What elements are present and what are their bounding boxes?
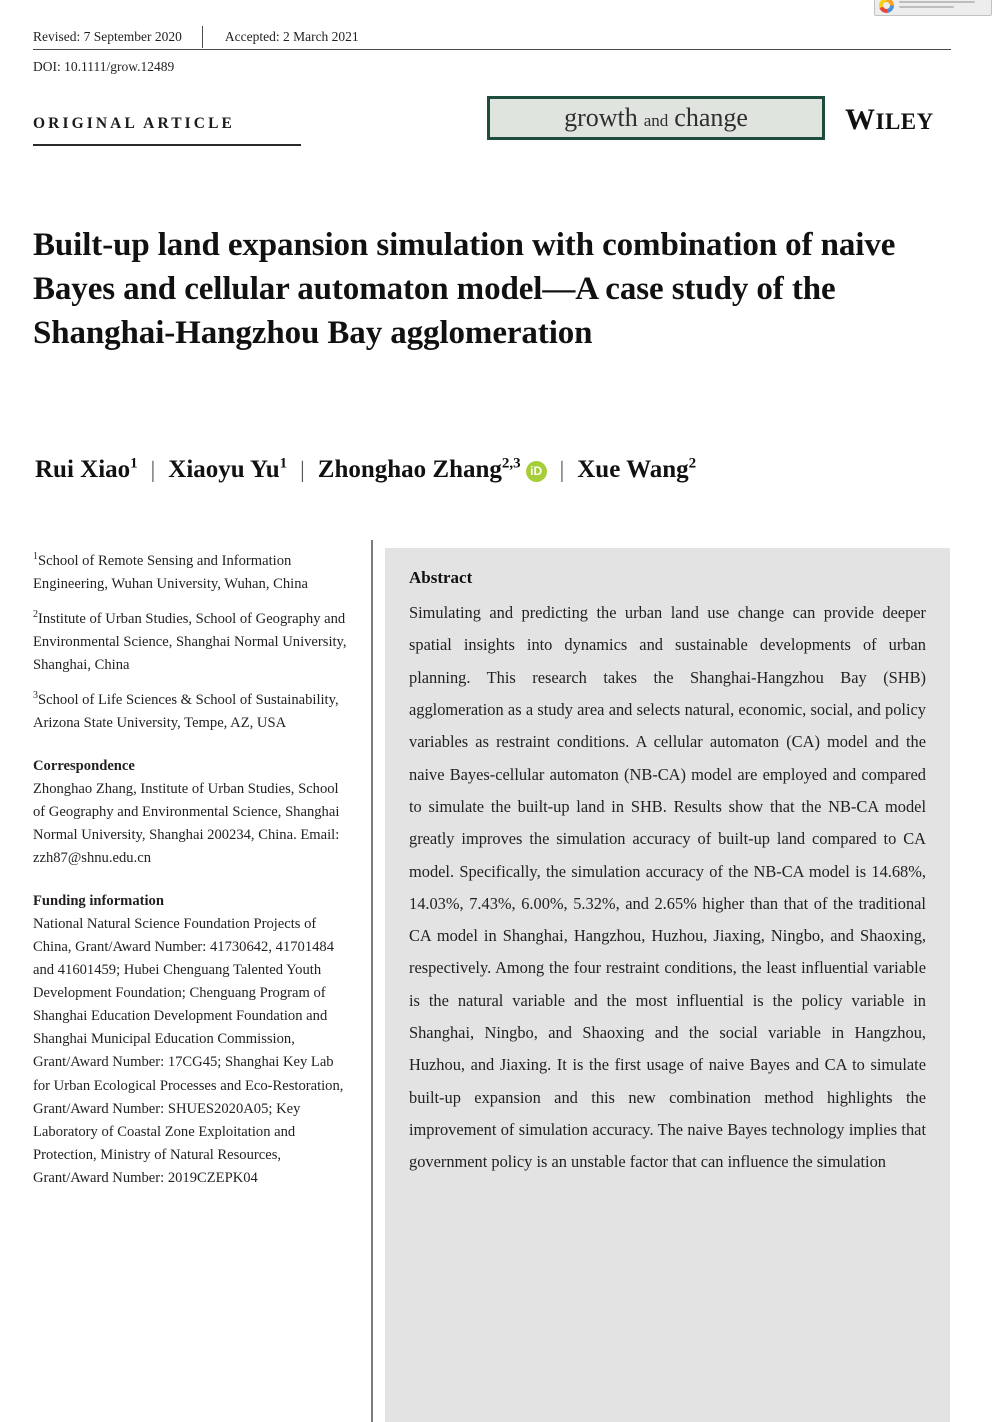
author-4[interactable]	[577, 456, 696, 483]
affiliation-item	[33, 607, 353, 677]
article-type-rule	[33, 144, 301, 146]
funding-body: National Natural Science Foundation Projects of China, Grant/Award Number: 41730642, 41701484 and 41601459; Hubei Chenguang Talented Youth Development Foundation; Chenguang Program of Shanghai Education Development Foundation and Shanghai Municipal Education Commission, Grant/Award Number: 17CG45; Shanghai Key Lab for Urban Ecological Processes and Eco-Restoration, Grant/Award Number: SHUES2020A05; Key Laboratory of Coastal Zone Exploitation and Protection, Ministry of Natural Resources, Grant/Award Number: 2019CZEPK04	[33, 916, 344, 1186]
altmetric-badge[interactable]	[874, 0, 992, 16]
author-name: Rui Xiao	[35, 456, 131, 484]
author-name: Xiaoyu Yu	[168, 456, 280, 484]
funding-heading: Funding information	[33, 893, 164, 910]
author-2[interactable]	[168, 456, 287, 483]
altmetric-badge-text	[899, 1, 987, 13]
date-divider	[202, 26, 203, 48]
abstract-body: Simulating and predicting the urban land use change can provide deeper spatial insights into dynamics and sustainable developments of urban planning. This research takes the Shanghai-Hangzhou Bay (SHB) agglomeration as a study area and selects natural, economic, social, and policy variables as restraint conditions. A cellular automaton (CA) model and the naive Bayes-cellular automaton (NB-CA) model are employed and compared to simulate the built-up land in SHB. Results show that the NB-CA model greatly improves the simulation accuracy of built-up land compared to CA model. Specifically, the simulation accuracy of the NB-CA model is 14.68%, 14.03%, 7.43%, 6.00%, 5.32%, and 2.65% higher than that of the traditional CA model in Shanghai, Hangzhou, Huzhou, Jiaxing, Ningbo, and Shaoxing, respectively. Among the four restraint conditions, the least influential variable is the natural variable and the most influential is the policy variable in Shanghai, Ningbo, and Shaoxing and the social variable in Hangzhou, Huzhou, and Jiaxing. It is the first usage of naive Bayes and CA to simulate built-up expansion and this new combination method highlights the improvement of simulation accuracy. The naive Bayes technology implies that government policy is an unstable factor that can influence the simulation	[409, 603, 926, 1172]
correspondence-heading: Correspondence	[33, 757, 135, 774]
affiliation-item	[33, 688, 353, 735]
affiliation-marker: 1	[33, 551, 38, 562]
header-rule	[33, 49, 951, 50]
author-name: Xue Wang	[577, 456, 689, 484]
journal-logo-text	[564, 103, 748, 133]
author-affiliation-marker: 1	[130, 456, 138, 472]
affiliation-text: School of Life Sciences & School of Sustainability, Arizona State University, Tempe, AZ, USA	[33, 691, 339, 731]
author-affiliation-marker: 2,3	[501, 456, 521, 472]
affiliation-item	[33, 549, 353, 596]
author-name: Zhonghao Zhang	[317, 456, 502, 484]
publication-dates	[33, 26, 951, 48]
author-affiliation-marker: 1	[279, 456, 288, 472]
affiliation-list	[33, 549, 353, 735]
metadata-column	[33, 549, 353, 1190]
journal-logo-and: and	[643, 111, 669, 130]
author-affiliation-marker: 2	[688, 456, 697, 472]
correspondence-body: Zhonghao Zhang, Institute of Urban Studies, School of Geography and Environmental Science, Shanghai Normal University, Shanghai 200234, China. Email: zzh87@shnu.edu.cn	[33, 780, 340, 867]
wiley-logo-rest: ILEY	[875, 109, 934, 134]
affiliation-marker: 2	[33, 608, 38, 620]
author-separator: |	[150, 457, 156, 483]
author-list	[35, 455, 940, 485]
abstract-panel	[385, 548, 950, 1422]
wiley-logo-initial: W	[845, 103, 876, 136]
author-separator: |	[300, 457, 305, 483]
affiliation-text: Institute of Urban Studies, School of Geography and Environmental Science, Shanghai Normal University, Shanghai, China	[33, 610, 347, 673]
abstract-heading: Abstract	[409, 568, 473, 587]
page-title: Built-up land expansion simulation with combination of naive Bayes and cellular automaton model—A case study of the Shanghai-Hangzhou Bay agglomeration	[33, 227, 896, 351]
author-3[interactable]	[318, 456, 547, 483]
author-1[interactable]	[35, 456, 138, 483]
affiliation-marker: 3	[33, 689, 38, 701]
author-separator: |	[559, 457, 565, 483]
orcid-icon[interactable]: iD	[526, 461, 547, 482]
accepted-date: Accepted: 2 March 2021	[224, 28, 359, 44]
revised-date: Revised: 7 September 2020	[33, 28, 182, 44]
journal-logo-growth: growth	[564, 103, 638, 132]
article-type-label: ORIGINAL ARTICLE	[33, 115, 235, 132]
journal-logo	[487, 96, 825, 140]
wiley-logo	[845, 103, 934, 137]
journal-logo-change: change	[674, 103, 748, 132]
doi-line[interactable]: DOI: 10.1111/grow.12489	[33, 59, 175, 74]
altmetric-donut-icon	[879, 0, 894, 13]
affiliation-text: School of Remote Sensing and Information Engineering, Wuhan University, Wuhan, China	[33, 552, 308, 592]
column-divider	[371, 540, 373, 1422]
